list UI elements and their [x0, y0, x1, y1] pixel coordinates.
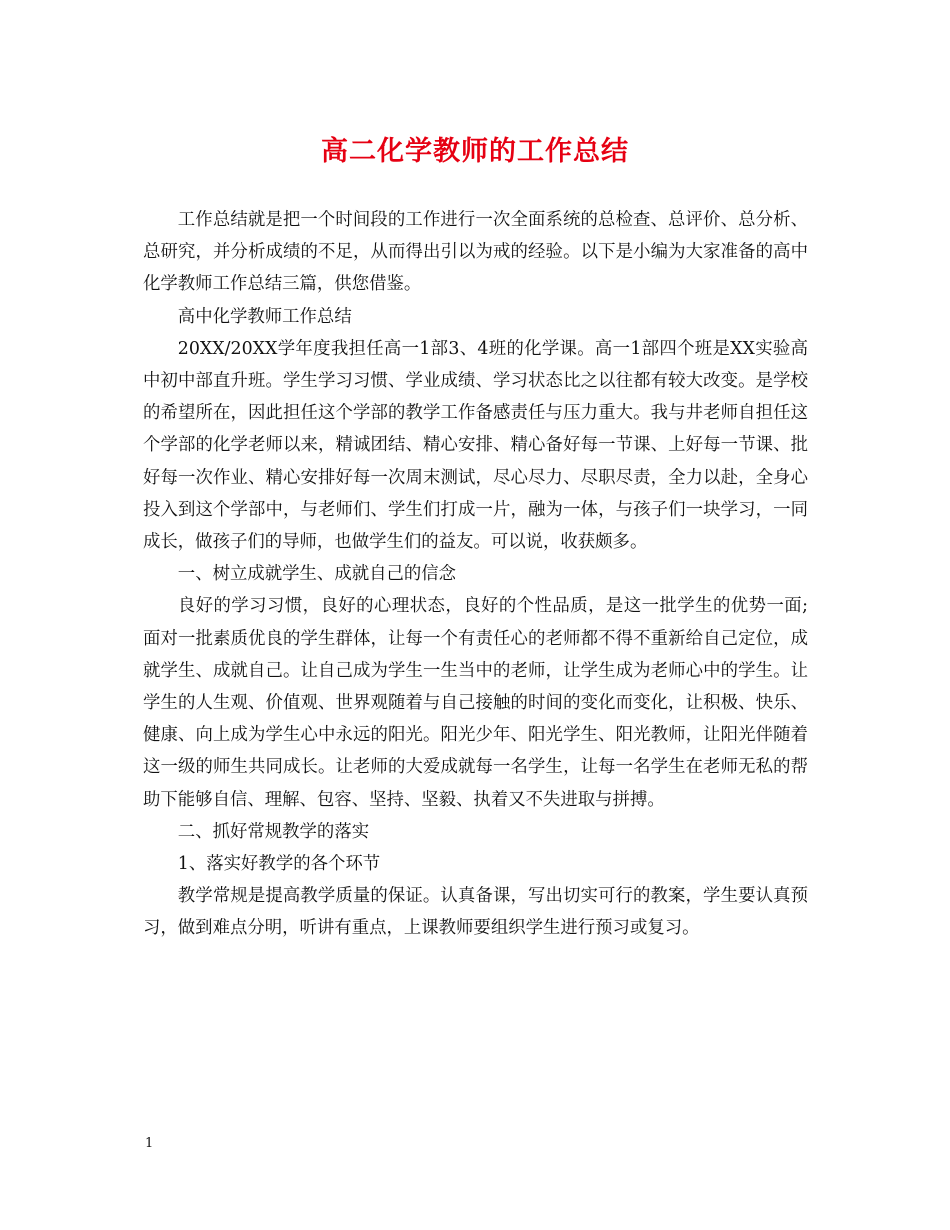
document-body — [143, 204, 808, 945]
section-heading: 二、抓好常规教学的落实 — [177, 821, 370, 842]
document-title: 高二化学教师的工作总结 — [321, 136, 629, 167]
section-heading: 一、树立成就学生、成就自己的信念 — [177, 564, 457, 585]
page-number: 1 — [145, 1136, 154, 1151]
intro-paragraph: 工作总结就是把一个时间段的工作进行一次全面系统的总检查、总评价、总分析、总研究，并分析成绩的不足，从而得出引以为戒的经验。以下是小编为大家准备的高中化学教师工作总结三篇，供您借鉴。 — [143, 210, 808, 295]
subsection-heading: 1、落实好教学的各个环节 — [177, 854, 381, 875]
section-heading: 高中化学教师工作总结 — [177, 306, 352, 327]
body-paragraph: 20XX/20XX学年度我担任高一1部3、4班的化学课。高一1部四个班是XX实验高中初中部直升班。学生学习习惯、学业成绩、学习状态比之以往都有较大改变。是学校的希望所在，因此担任这个学部的教学工作备感责任与压力重大。我与井老师自担任这个学部的化学老师以来，精诚团结、精心安排、精心备好每一节课、上好每一节课、批好每一次作业、精心安排好每一次周末测试，尽心尽力、尽职尽责，全力以赴，全身心投入到这个学部中，与老师们、学生们打成一片，融为一体，与孩子们一块学习，一同成长，做孩子们的导师，也做学生们的益友。可以说，收获颇多。 — [143, 338, 808, 553]
body-paragraph: 教学常规是提高教学质量的保证。认真备课，写出切实可行的教案，学生要认真预习，做到难点分明，听讲有重点，上课教师要组织学生进行预习或复习。 — [143, 886, 808, 939]
body-paragraph: 良好的学习习惯，良好的心理状态，良好的个性品质，是这一批学生的优势一面;面对一批素质优良的学生群体，让每一个有责任心的老师都不得不重新给自己定位，成就学生、成就自己。让自己成为学生一生当中的老师，让学生成为老师心中的学生。让学生的人生观、价值观、世界观随着与自己接触的时间的变化而变化，让积极、快乐、健康、向上成为学生心中永远的阳光。阳光少年、阳光学生、阳光教师，让阳光伴随着这一级的师生共同成长。让老师的大爱成就每一名学生，让每一名学生在老师无私的帮助下能够自信、理解、包容、坚持、坚毅、执着又不失进取与拼搏。 — [143, 596, 808, 810]
